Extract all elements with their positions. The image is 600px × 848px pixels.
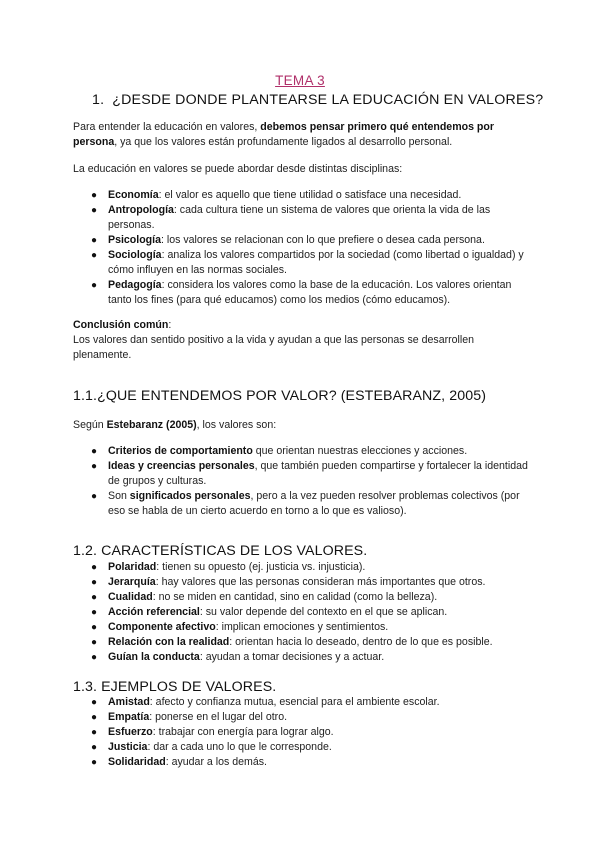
bullet-icon: ● — [91, 652, 98, 663]
item-term: Acción referencial — [108, 606, 200, 618]
item-term: Guían la conducta — [108, 651, 200, 663]
list-item — [90, 605, 530, 620]
bullet-icon: ● — [91, 461, 98, 472]
item-term: Sociología — [108, 249, 162, 261]
list-item — [90, 203, 530, 233]
item-term: Justicia — [108, 741, 148, 753]
section-1-3-heading: 1.3. EJEMPLOS DE VALORES. — [73, 679, 277, 695]
item-term: Solidaridad — [108, 756, 166, 768]
bullet-icon: ● — [91, 190, 98, 201]
item-text: : hay valores que las personas consideran más importantes que otros. — [155, 576, 486, 588]
item-text: , pero a la vez pueden resolver problemas colectivos (por eso se habla de un cierto acuerdo en torno a lo que es valioso). — [108, 490, 520, 517]
bullet-icon: ● — [91, 727, 98, 738]
s11-list — [90, 444, 530, 519]
section-1-heading — [92, 92, 543, 108]
list-item — [90, 590, 530, 605]
item-text: que orientan nuestras elecciones y acciones. — [252, 445, 468, 457]
item-text: : orientan hacia lo deseado, dentro de lo que es posible. — [229, 636, 493, 648]
item-term: Empatía — [108, 711, 150, 723]
list-item — [90, 755, 530, 770]
item-text: : afecto y confianza mutua, esencial para el ambiente escolar. — [149, 696, 440, 708]
list-item — [90, 248, 530, 278]
s11-intro-bold: Estebaranz (2005) — [106, 419, 197, 431]
list-item — [90, 560, 530, 575]
conclusion-text: Los valores dan sentido positivo a la vida y ayudan a que las personas se desarrollen plenamente. — [73, 334, 475, 361]
item-text: : cada cultura tiene un sistema de valores que orienta la vida de las personas. — [108, 204, 491, 231]
item-term: Cualidad — [108, 591, 153, 603]
item-text: : analiza los valores compartidos por la sociedad (como libertad o igualdad) y cómo influyen en las normas sociales. — [108, 249, 524, 276]
item-text: : trabajar con energía para lograr algo. — [152, 726, 334, 738]
bullet-icon: ● — [91, 592, 98, 603]
item-text: : no se miden en cantidad, sino en calidad (como la belleza). — [152, 591, 438, 603]
item-text: : los valores se relacionan con lo que prefiere o desea cada persona. — [160, 234, 485, 246]
conclusion-colon: : — [168, 319, 172, 331]
bullet-icon: ● — [91, 712, 98, 723]
list-item — [90, 459, 530, 489]
list-item — [90, 575, 530, 590]
item-term: Ideas y creencias personales — [108, 460, 255, 472]
disciplinas-list — [90, 188, 530, 308]
s11-intro-a: Según — [73, 419, 107, 431]
section-1-1-heading: 1.1.¿QUE ENTENDEMOS POR VALOR? (ESTEBARANZ, 2005) — [73, 388, 487, 404]
item-term: significados personales — [129, 490, 251, 502]
intro-text-bold: debemos pensar primero qué entendemos por persona — [73, 121, 494, 148]
intro-paragraph — [73, 120, 533, 150]
bullet-icon: ● — [91, 742, 98, 753]
item-pre: Son — [108, 490, 130, 502]
conclusion-label: Conclusión común — [73, 319, 169, 331]
item-term: Economía — [108, 189, 159, 201]
list-item — [90, 444, 530, 459]
item-term: Relación con la realidad — [108, 636, 230, 648]
bullet-icon: ● — [91, 205, 98, 216]
item-term: Amistad — [108, 696, 150, 708]
bullet-icon: ● — [91, 280, 98, 291]
list-item — [90, 740, 530, 755]
item-term: Psicología — [108, 234, 161, 246]
bullet-icon: ● — [91, 637, 98, 648]
item-text: : su valor depende del contexto en el que se aplican. — [199, 606, 448, 618]
bullet-icon: ● — [91, 250, 98, 261]
bullet-icon: ● — [91, 697, 98, 708]
tema-title: TEMA 3 — [275, 73, 325, 88]
item-text: : ayudar a los demás. — [165, 756, 267, 768]
bullet-icon: ● — [91, 622, 98, 633]
list-item — [90, 188, 530, 203]
s11-intro — [73, 418, 533, 433]
bullet-icon: ● — [91, 577, 98, 588]
intro-text-c: , ya que los valores están profundamente ligados al desarrollo personal. — [114, 136, 453, 148]
section-1-number: 1. — [92, 92, 105, 108]
list-item — [90, 710, 530, 725]
bullet-icon: ● — [91, 757, 98, 768]
item-term: Componente afectivo — [108, 621, 216, 633]
bullet-icon: ● — [91, 235, 98, 246]
bullet-icon: ● — [91, 491, 98, 502]
item-text: , que también pueden compartirse y fortalecer la identidad de grupos y culturas. — [108, 460, 528, 487]
item-term: Antropología — [108, 204, 174, 216]
item-term: Pedagogía — [108, 279, 162, 291]
item-text: : dar a cada uno lo que le corresponde. — [147, 741, 332, 753]
list-item — [90, 635, 530, 650]
item-term: Esfuerzo — [108, 726, 153, 738]
s13-list — [90, 695, 530, 770]
item-text: : ponerse en el lugar del otro. — [149, 711, 288, 723]
list-item — [90, 725, 530, 740]
list-item — [90, 489, 530, 519]
item-text: : tienen su opuesto (ej. justicia vs. injusticia). — [156, 561, 366, 573]
bullet-icon: ● — [91, 446, 98, 457]
s12-list — [90, 560, 530, 665]
section-1-2-heading: 1.2. CARACTERÍSTICAS DE LOS VALORES. — [73, 543, 368, 559]
disciplinas-intro: La educación en valores se puede abordar desde distintas disciplinas: — [73, 163, 403, 175]
list-item — [90, 278, 530, 308]
list-item — [90, 233, 530, 248]
item-term: Jerarquía — [108, 576, 156, 588]
s11-intro-c: , los valores son: — [196, 419, 277, 431]
item-text: : el valor es aquello que tiene utilidad o satisface una necesidad. — [158, 189, 462, 201]
list-item — [90, 695, 530, 710]
intro-text-a: Para entender la educación en valores, — [73, 121, 261, 133]
section-1-title: ¿DESDE DONDE PLANTEARSE LA EDUCACIÓN EN VALORES? — [112, 92, 544, 108]
bullet-icon: ● — [91, 607, 98, 618]
item-text: : implican emociones y sentimientos. — [215, 621, 389, 633]
item-text: : ayudan a tomar decisiones y a actuar. — [199, 651, 385, 663]
item-term: Polaridad — [108, 561, 157, 573]
bullet-icon: ● — [91, 562, 98, 573]
item-text: : considera los valores como la base de la educación. Los valores orientan tanto los fines (para qué educamos) como los medios (cómo educamos). — [108, 279, 512, 306]
list-item — [90, 650, 530, 665]
item-term: Criterios de comportamiento — [108, 445, 253, 457]
list-item — [90, 620, 530, 635]
conclusion-block — [73, 318, 533, 363]
